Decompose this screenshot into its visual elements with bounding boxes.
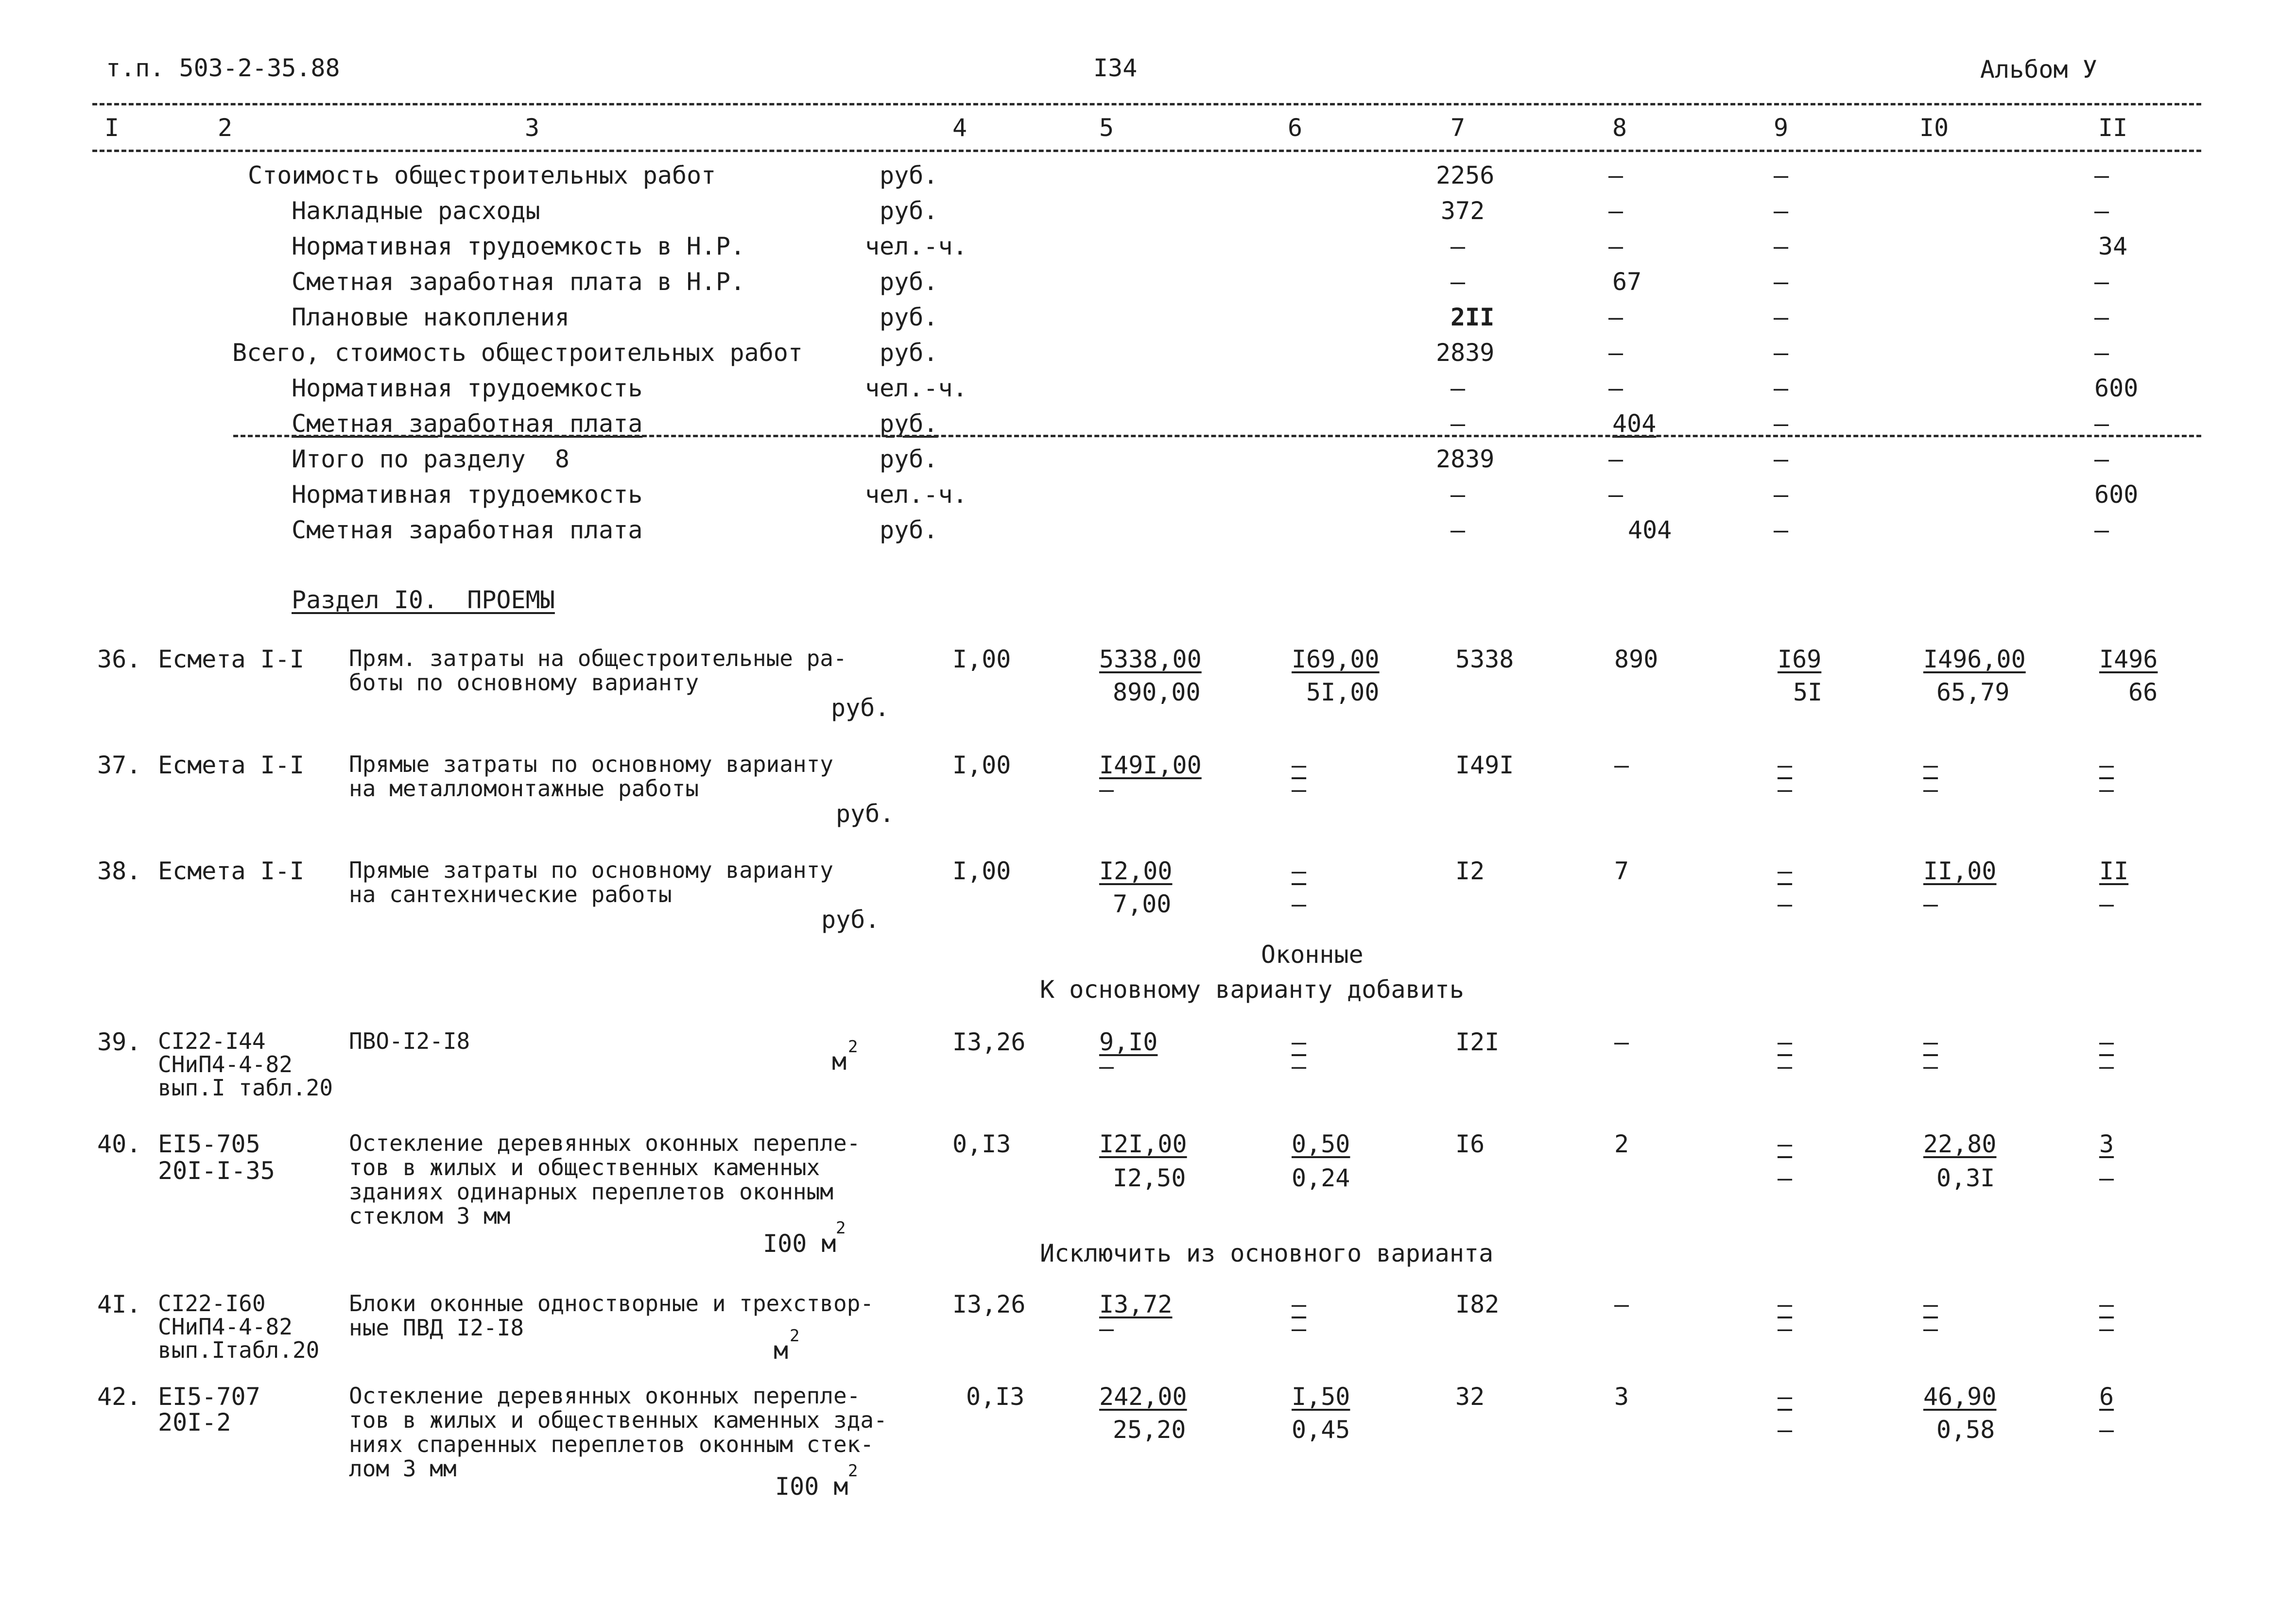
- row-c6-bottom: 5I,00: [1306, 678, 1380, 706]
- row-reference: Ecмета I-I: [158, 751, 305, 779]
- summary-name: Сметная заработная плата в Н.Р.: [292, 268, 745, 296]
- summary-name: Сметная заработная плата: [292, 410, 643, 438]
- page-number: I34: [1093, 54, 1138, 82]
- row-description: ные ПВД I2-I8: [349, 1315, 524, 1341]
- row-c6-top: –: [1292, 751, 1307, 779]
- row-number: 40.: [97, 1130, 141, 1158]
- row-c8: 890: [1614, 645, 1658, 673]
- row-c6-top: –: [1292, 1290, 1307, 1318]
- summary-c8: 67: [1612, 268, 1642, 296]
- summary-c11: –: [2094, 516, 2109, 544]
- row-c6-bottom: –: [1292, 775, 1307, 804]
- row-c5-top: 242,00: [1099, 1383, 1187, 1411]
- summary-unit: чел.-ч.: [865, 480, 967, 509]
- row-c5-bottom: –: [1099, 775, 1114, 804]
- row-c8: –: [1614, 751, 1629, 779]
- summary-c7: 2II: [1450, 303, 1495, 331]
- summary-name: Накладные расходы: [292, 197, 540, 225]
- section-title: Раздел I0. ПРОЕМЫ: [292, 586, 555, 614]
- row-c7: I2I: [1455, 1028, 1500, 1056]
- row-c9-top: –: [1778, 1130, 1793, 1158]
- header-rule-bottom: [92, 150, 2201, 152]
- row-c9-bottom: 5I: [1793, 678, 1823, 706]
- row-description: Остекление деревянных оконных перепле-: [349, 1130, 861, 1156]
- row-c5-top: I2I,00: [1099, 1130, 1187, 1158]
- row-c7: 5338: [1455, 645, 1514, 673]
- album-label: Альбом У: [1980, 55, 2097, 84]
- row-c9-top: –: [1778, 1028, 1793, 1056]
- row-c8: 7: [1614, 857, 1629, 885]
- summary-c7: –: [1450, 516, 1466, 544]
- summary-unit: руб.: [880, 161, 938, 189]
- row-c9-bottom: –: [1778, 1052, 1793, 1080]
- summary-c11: –: [2094, 268, 2109, 296]
- summary-c8: 404: [1612, 410, 1657, 438]
- summary-c8: –: [1608, 197, 1623, 225]
- row-description: на металломонтажные работы: [349, 775, 699, 802]
- row-c6-top: I,50: [1292, 1383, 1350, 1411]
- summary-unit: руб.: [880, 339, 938, 367]
- summary-c7: –: [1450, 480, 1466, 509]
- col-11: II: [2098, 114, 2128, 142]
- row-description: ниях спаренных переплетов оконным стек-: [349, 1431, 874, 1457]
- summary-c9: –: [1774, 516, 1789, 544]
- summary-name: Всего, стоимость общестроительных работ: [232, 339, 803, 367]
- summary-c9: –: [1774, 374, 1789, 402]
- row-c5-bottom: –: [1099, 1315, 1114, 1343]
- row-c9-bottom: –: [1778, 1416, 1793, 1444]
- row-c10-bottom: 0,58: [1936, 1416, 1995, 1444]
- row-c11-top: I496: [2099, 645, 2158, 673]
- summary-unit: руб.: [880, 268, 938, 296]
- row-c6-bottom: –: [1292, 890, 1307, 918]
- row-reference: СНиП4-4-82: [158, 1051, 293, 1077]
- row-c10-top: II,00: [1923, 857, 1997, 885]
- summary-c8: –: [1608, 445, 1623, 473]
- row-description: Прямые затраты по основному варианту: [349, 751, 833, 777]
- row-description: Блоки оконные одностворные и трехствор-: [349, 1290, 874, 1316]
- row-reference: CI22-I60: [158, 1290, 266, 1316]
- row-c6-bottom: –: [1292, 1315, 1307, 1343]
- row-c11-bottom: 66: [2128, 678, 2158, 706]
- summary-c9: –: [1774, 410, 1789, 438]
- row-c11-bottom: –: [2099, 775, 2114, 804]
- row-c4: I3,26: [952, 1028, 1026, 1056]
- row-c10-top: I496,00: [1923, 645, 2026, 673]
- row-c11-bottom: –: [2099, 1052, 2114, 1080]
- row-c7: I2: [1455, 857, 1485, 885]
- row-c5-bottom: I2,50: [1113, 1164, 1186, 1192]
- row-c10-bottom: 65,79: [1936, 678, 2010, 706]
- row-unit: руб.: [821, 906, 880, 934]
- summary-c7: –: [1450, 268, 1466, 296]
- summary-c8: –: [1608, 161, 1623, 189]
- unit-superscript: 2: [790, 1326, 800, 1346]
- row-c6-top: I69,00: [1292, 645, 1380, 673]
- row-c9-top: –: [1778, 1383, 1793, 1411]
- row-c9-bottom: –: [1778, 1315, 1793, 1343]
- row-c11-top: 3: [2099, 1130, 2114, 1158]
- row-description: ПВО-I2-I8: [349, 1028, 470, 1054]
- summary-c7: –: [1450, 232, 1466, 260]
- row-c10-bottom: –: [1923, 1052, 1938, 1080]
- summary-name: Нормативная трудоемкость: [292, 480, 643, 509]
- summary-unit: чел.-ч.: [865, 232, 967, 260]
- row-c9-bottom: –: [1778, 1164, 1793, 1192]
- row-description: Прямые затраты по основному варианту: [349, 857, 833, 883]
- row-reference: Ecмета I-I: [158, 857, 305, 885]
- summary-c8: –: [1608, 232, 1623, 260]
- col-3: 3: [525, 114, 540, 142]
- row-c10-top: 22,80: [1923, 1130, 1997, 1158]
- row-number: 42.: [97, 1383, 141, 1411]
- row-c10-bottom: –: [1923, 890, 1938, 918]
- col-10: I0: [1919, 114, 1949, 142]
- summary-name: Нормативная трудоемкость в Н.Р.: [292, 232, 745, 260]
- summary-name: Нормативная трудоемкость: [292, 374, 643, 402]
- summary-c11: –: [2094, 161, 2109, 189]
- row-c10-bottom: –: [1923, 1315, 1938, 1343]
- row-description: Прям. затраты на общестроительные ра-: [349, 645, 847, 671]
- summary-c7: –: [1450, 410, 1466, 438]
- row-c9-top: –: [1778, 1290, 1793, 1318]
- row-description: зданиях одинарных переплетов оконным: [349, 1179, 833, 1205]
- row-unit: руб.: [836, 800, 895, 828]
- row-c11-bottom: –: [2099, 1164, 2114, 1192]
- row-c6-bottom: –: [1292, 1052, 1307, 1080]
- row-c10-bottom: –: [1923, 775, 1938, 804]
- row-reference: вып.I табл.20: [158, 1075, 333, 1101]
- row-c7: 32: [1455, 1383, 1485, 1411]
- row-c6-bottom: 0,45: [1292, 1416, 1350, 1444]
- row-c6-top: –: [1292, 1028, 1307, 1056]
- summary-unit: руб.: [880, 410, 938, 438]
- col-4: 4: [952, 114, 967, 142]
- row-c8: 2: [1614, 1130, 1629, 1158]
- summary-unit: руб.: [880, 197, 938, 225]
- row-c6-bottom: 0,24: [1292, 1164, 1350, 1192]
- header-rule-top: [92, 103, 2201, 105]
- summary-c9: –: [1774, 268, 1789, 296]
- row-c10-top: –: [1923, 1290, 1938, 1318]
- row-c10-top: –: [1923, 1028, 1938, 1056]
- subheading-windows: Оконные: [1261, 940, 1364, 969]
- summary-c11: 34: [2098, 232, 2128, 260]
- row-unit: I00 м: [775, 1472, 848, 1501]
- col-8: 8: [1612, 114, 1627, 142]
- summary-c11: –: [2094, 339, 2109, 367]
- summary-c11: –: [2094, 410, 2109, 438]
- summary-c7: 2839: [1436, 339, 1495, 367]
- summary-name: Итого по разделу 8: [292, 445, 570, 473]
- row-c5-bottom: 890,00: [1113, 678, 1201, 706]
- row-c11-top: –: [2099, 1290, 2114, 1318]
- row-c9-top: I69: [1778, 645, 1822, 673]
- row-c7: I49I: [1455, 751, 1514, 779]
- row-c11-top: 6: [2099, 1383, 2114, 1411]
- summary-name: Стоимость общестроительных работ: [248, 161, 716, 189]
- row-reference: вып.Iтабл.20: [158, 1337, 320, 1363]
- row-number: 36.: [97, 645, 141, 673]
- row-unit: м: [774, 1336, 789, 1365]
- row-c10-bottom: 0,3I: [1936, 1164, 1995, 1192]
- row-c5-top: I2,00: [1099, 857, 1173, 885]
- row-c9-top: –: [1778, 857, 1793, 885]
- row-c5-top: I49I,00: [1099, 751, 1202, 779]
- summary-c9: –: [1774, 480, 1789, 509]
- row-c4: I,00: [952, 751, 1011, 779]
- row-c11-top: –: [2099, 751, 2114, 779]
- row-unit: м: [832, 1047, 847, 1076]
- subheading-add: К основному варианту добавить: [1040, 975, 1464, 1004]
- summary-c9: –: [1774, 339, 1789, 367]
- row-description: лом 3 мм: [349, 1455, 457, 1482]
- summary-c8: –: [1608, 303, 1623, 331]
- summary-c9: –: [1774, 303, 1789, 331]
- summary-c11: 600: [2094, 374, 2139, 402]
- row-c10-top: –: [1923, 751, 1938, 779]
- summary-c9: –: [1774, 161, 1789, 189]
- row-c8: –: [1614, 1028, 1629, 1056]
- row-c11-top: II: [2099, 857, 2129, 885]
- row-reference: Ecмета I-I: [158, 645, 305, 673]
- row-description: Остекление деревянных оконных перепле-: [349, 1383, 861, 1409]
- col-6: 6: [1288, 114, 1303, 142]
- summary-c8: –: [1608, 339, 1623, 367]
- summary-c8: 404: [1628, 516, 1672, 544]
- subtotal-rule: [233, 435, 2201, 437]
- summary-name: Плановые накопления: [292, 303, 570, 331]
- row-description: боты по основному варианту: [349, 669, 699, 696]
- summary-c8: –: [1608, 374, 1623, 402]
- summary-unit: руб.: [880, 516, 938, 544]
- summary-c9: –: [1774, 197, 1789, 225]
- summary-c8: –: [1608, 480, 1623, 509]
- row-c7: I6: [1455, 1130, 1485, 1158]
- document-code: т.п. 503-2-35.88: [106, 54, 340, 82]
- col-1: I: [104, 114, 120, 142]
- row-reference: EI5-707: [158, 1383, 260, 1411]
- summary-unit: чел.-ч.: [865, 374, 967, 402]
- row-c4: 0,I3: [966, 1383, 1025, 1411]
- summary-c7: 372: [1441, 197, 1485, 225]
- summary-c11: –: [2094, 303, 2109, 331]
- row-c4: I,00: [952, 857, 1011, 885]
- col-5: 5: [1099, 114, 1114, 142]
- row-c7: I82: [1455, 1290, 1500, 1318]
- row-c4: I3,26: [952, 1290, 1026, 1318]
- row-number: 37.: [97, 751, 141, 779]
- row-unit: руб.: [831, 694, 890, 722]
- row-c5-top: 5338,00: [1099, 645, 1202, 673]
- summary-c11: –: [2094, 197, 2109, 225]
- row-description: тов в жилых и общественных каменных: [349, 1154, 820, 1180]
- summary-c9: –: [1774, 232, 1789, 260]
- row-c6-top: –: [1292, 857, 1307, 885]
- unit-superscript: 2: [848, 1461, 858, 1481]
- row-c8: 3: [1614, 1383, 1629, 1411]
- summary-c9: –: [1774, 445, 1789, 473]
- unit-superscript: 2: [848, 1037, 858, 1057]
- row-reference: EI5-705: [158, 1130, 260, 1158]
- row-c9-bottom: –: [1778, 890, 1793, 918]
- row-c5-top: 9,I0: [1099, 1028, 1158, 1056]
- row-c6-top: 0,50: [1292, 1130, 1350, 1158]
- row-description: на сантехнические работы: [349, 881, 672, 907]
- row-c4: 0,I3: [952, 1130, 1011, 1158]
- row-reference: СНиП4-4-82: [158, 1314, 293, 1340]
- row-reference: 20I-2: [158, 1408, 231, 1436]
- row-c5-bottom: 25,20: [1113, 1416, 1186, 1444]
- row-c11-top: –: [2099, 1028, 2114, 1056]
- row-unit: I00 м: [763, 1230, 836, 1258]
- row-reference: 20I-I-35: [158, 1157, 275, 1185]
- row-c5-top: I3,72: [1099, 1290, 1173, 1318]
- row-c5-bottom: –: [1099, 1052, 1114, 1080]
- row-c11-bottom: –: [2099, 1315, 2114, 1343]
- row-description: тов в жилых и общественных каменных зда-: [349, 1407, 887, 1433]
- col-7: 7: [1450, 114, 1466, 142]
- summary-c7: 2256: [1436, 161, 1495, 189]
- row-c8: –: [1614, 1290, 1629, 1318]
- summary-c7: 2839: [1436, 445, 1495, 473]
- row-c9-bottom: –: [1778, 775, 1793, 804]
- row-c11-bottom: –: [2099, 1416, 2114, 1444]
- row-reference: CI22-I44: [158, 1028, 266, 1054]
- summary-c11: –: [2094, 445, 2109, 473]
- summary-name: Сметная заработная плата: [292, 516, 643, 544]
- summary-unit: руб.: [880, 303, 938, 331]
- unit-superscript: 2: [836, 1218, 846, 1238]
- row-c9-top: –: [1778, 751, 1793, 779]
- row-number: 38.: [97, 857, 141, 885]
- summary-unit: руб.: [880, 445, 938, 473]
- col-9: 9: [1774, 114, 1789, 142]
- row-number: 39.: [97, 1028, 141, 1056]
- col-2: 2: [218, 114, 233, 142]
- row-c11-bottom: –: [2099, 890, 2114, 918]
- row-number: 4I.: [97, 1290, 141, 1318]
- row-c5-bottom: 7,00: [1113, 890, 1172, 918]
- row-c4: I,00: [952, 645, 1011, 673]
- row-description: стеклом 3 мм: [349, 1203, 511, 1229]
- summary-c7: –: [1450, 374, 1466, 402]
- subheading-exclude: Исключить из основного варианта: [1040, 1239, 1494, 1267]
- row-c10-top: 46,90: [1923, 1383, 1997, 1411]
- summary-c11: 600: [2094, 480, 2139, 509]
